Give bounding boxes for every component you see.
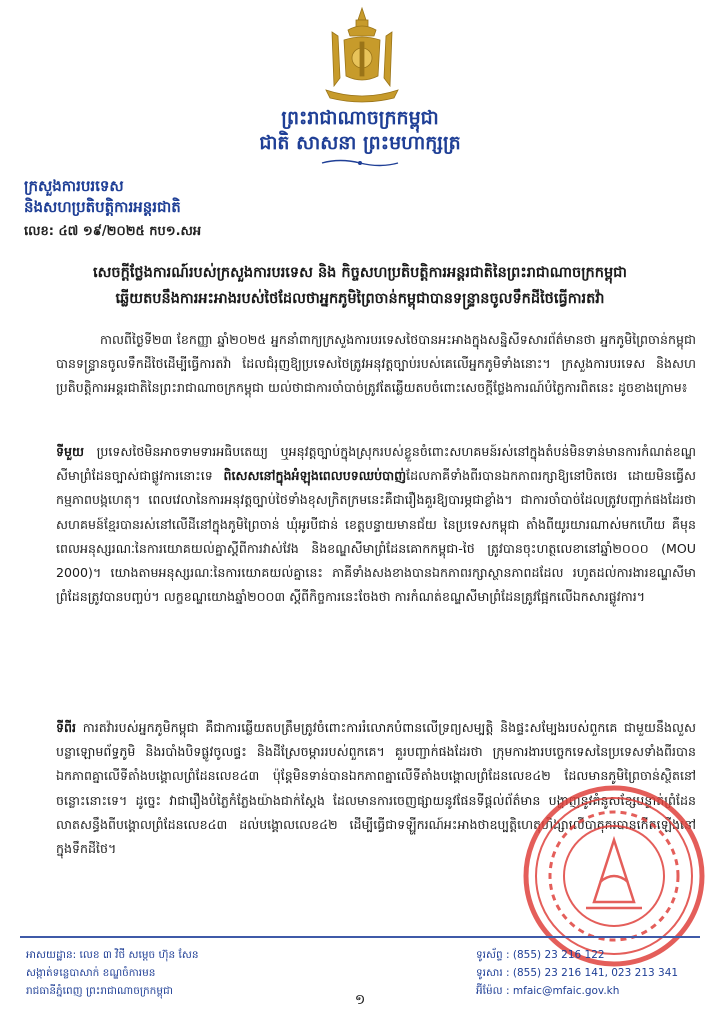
- second-point-text: ការតវ៉ារបស់អ្នកភូមិកម្ពុជា គឺជាការឆ្លើយតបត្រឹមត្រូវចំពោះការរំលោភបំពានលើទ្រព្យសម្បត្តិ និងផ្ទះសម្បែងរបស់ពួកគេ ជាមួយនឹងលួសបន្លាឡោមព័ទ្ធភូមិ និងរបាំងបិទផ្លូវចូលផ្ទះ និងដីស្រែចម្ការរបស់ពួកគេ។ គួរបញ្ជាក់ផងដែរថា ក្រុមការងារបច្ចេកទេសនៃប្រទេសទាំងពីរបានឯកភាពគ្នាលើទីតាំងបង្គោលព្រំដែនលេខ៤៣ ប៉ុន្តែមិនទាន់បានឯកភាពគ្នាលើទីតាំងបង្គោលព្រំដែនលេខ៤២ ដែលមានភូមិព្រៃចាន់ស្ថិតនៅចន្លោះនោះទេ។ ដូច្នេះ វាជារឿងបំភ្លៃកំភ្លែងយ៉ាងជាក់ស្ដែង ដែលមានការចេញផ្សាយនូវផែនទីផ្ដល់ព័ត៌មាន បង្ហាញនូវគំនូសខ្សែបន្ទាត់ព្រំដែនលាតសន្ធឹងពីបង្គោលព្រំដែនលេខ៤៣ ដល់បង្គោលលេខ៤២ ដើម្បីធ្វើជាទឡ្ហីករណ៍អះអាងថាឧប្បត្តិហេតុហិង្សាលើបាតុករបានកើតឡើងនៅក្នុងទឹកដីថៃ។: [56, 720, 696, 857]
- paragraph-first-point: [56, 440, 696, 609]
- phone-row: [476, 946, 678, 964]
- national-motto: ជាតិ សាសនា ព្រះមហាក្សត្រ: [259, 132, 461, 154]
- first-point-label: ទីមួយ: [56, 444, 84, 459]
- first-point-text-b: ដែលភាគីទាំងពីរបានឯកភាពរក្សាឱ្យនៅបិតថេរ ដោយមិនធ្វើសកម្មភាពបង្កហេតុ។ ពេលវេលានៃការអនុវត្តច្បាប់ថៃទាំងខុសក្រិតក្រមនេះគឺជារឿងគួរឱ្យបារម្ភជាខ្លាំង។ ជាការចាំបាច់ដែលត្រូវបញ្ជាក់ផងដែរថា សហគមន៍ខ្មែរបានរស់នៅលើដីនៅក្នុងភូមិព្រៃចាន់ ឃុំអូរបីជាន់ ខេត្តបន្ទាយមានជ័យ នៃប្រទេសកម្ពុជា តាំងពីយូរយារណាស់មកហើយ គឺមុនពេលអនុស្សរណៈនៃការយោគយល់គ្នាស្ដីពីការវាស់វែង និងខណ្ឌសីមាព្រំដែនគោកកម្ពុជា-ថៃ ត្រូវបានចុះហត្ថលេខានៅឆ្នាំ២០០០ (MOU 2000)។ យោងតាមអនុស្សរណៈនៃការយោគយល់គ្នានេះ ភាគីទាំងសងខាងបានឯកភាពរក្សាស្ថានភាពដដែល រហូតដល់ការងារខណ្ឌសីមាព្រំដែនត្រូវបានបញ្ចប់។ លក្ខខណ្ឌយោងឆ្នាំ២០០៣ ស្ដីពីកិច្ចការនេះចែងថា ការកំណត់ខណ្ឌសីមាព្រំដែនត្រូវផ្អែកលើឯកសារផ្លូវការ។: [56, 468, 697, 605]
- email-label: អ៊ីម៉ែល :: [476, 985, 510, 997]
- phone-value: (855) 23 216 122: [512, 949, 605, 961]
- royal-coat-of-arms-icon: [318, 6, 406, 106]
- fax-label: ទូរសារ :: [476, 967, 510, 979]
- statement-title-line1: សេចក្តីថ្លែងការណ៍របស់ក្រសួងការបរទេស និង កិច្ចសហប្រតិបត្តិការអន្តរជាតិនៃព្រះរាជាណាចក្រកម្ពុជា: [93, 265, 627, 281]
- paragraph-intro: កាលពីថ្ងៃទី២៣ ខែកញ្ញា ឆ្នាំ២០២៥ អ្នកនាំពាក្យក្រសួងការបរទេសថៃបានអះអាងក្នុងសន្និសីទសារព័ត៌មានថា អ្នកភូមិព្រៃចាន់កម្ពុជាបានទន្ទ្រានចូលទឹកដីថៃដើម្បីធ្វើការតវ៉ា ដែលជំរុញឱ្យប្រទេសថៃត្រូវអនុវត្តច្បាប់របស់គេលើអ្នកភូមិទាំងនោះ។ ក្រសួងការបរទេស និងសហប្រតិបត្តិការអន្តរជាតិនៃព្រះរាជាណាចក្រកម្ពុជា យល់ថាជាការចាំបាច់ត្រូវតែឆ្លើយតបចំពោះសេចក្តីថ្លែងការណ៍បំភ្លៃការពិតនេះ ដូចខាងក្រោម៖: [56, 332, 696, 396]
- statement-title-line2: ឆ្លើយតបនឹងការអះអាងរបស់ថៃដែលថាអ្នកភូមិព្រៃចាន់កម្ពុជាបានទន្ទ្រានចូលទឹកដីថៃធ្វើការតវ៉ា: [115, 291, 605, 307]
- footer-divider: [20, 936, 700, 938]
- address-line1: អាសយដ្ឋាន: លេខ ៣ វិថី សម្តេច ហ៊ុន សែន: [26, 949, 199, 961]
- phone-label: ទូរស័ព្ទ :: [476, 949, 510, 961]
- email-value[interactable]: mfaic@mfaic.gov.kh: [512, 985, 620, 997]
- ministry-name-line1: ក្រសួងការបរទេស: [24, 177, 124, 195]
- reference-number: លេខ: ៤៧ ១៩/២០២៥ កប១.សអ: [24, 224, 202, 239]
- ministry-name-line2: និងសហប្រតិបត្តិការអន្តរជាតិ: [24, 198, 181, 216]
- fax-value: (855) 23 216 141, 023 213 341: [512, 967, 679, 979]
- address-line3: រាជធានីភ្នំពេញ ព្រះរាជាណាចក្រកម្ពុជា: [26, 985, 173, 997]
- ministry-seal-stamp: [520, 782, 708, 970]
- ornament-divider-icon: [320, 158, 400, 168]
- first-point-text-a: ប្រទេសថៃមិនអាចទាមទារអធិបតេយ្យ ឬអនុវត្តច្បាប់ក្នុងស្រុករបស់ខ្លួនចំពោះសហគមន៍រស់នៅក្នុងតំបន់មិនទាន់មានការកំណត់ខណ្ឌសីមាព្រំដែនច្បាស់ជាផ្លូវការនោះទេ: [56, 444, 696, 484]
- page-number: ១: [354, 992, 366, 1008]
- first-point-emphasis: ពិសេសនៅក្នុងអំឡុងពេលបទឈប់បាញ់: [223, 468, 407, 484]
- second-point-label: ទីពីរ: [56, 720, 76, 735]
- address-line2: សង្កាត់ទន្លេបាសាក់ ខណ្ឌចំការមន: [26, 967, 156, 979]
- fax-row: [476, 964, 678, 982]
- kingdom-name: ព្រះរាជាណាចក្រកម្ពុជា: [281, 107, 439, 129]
